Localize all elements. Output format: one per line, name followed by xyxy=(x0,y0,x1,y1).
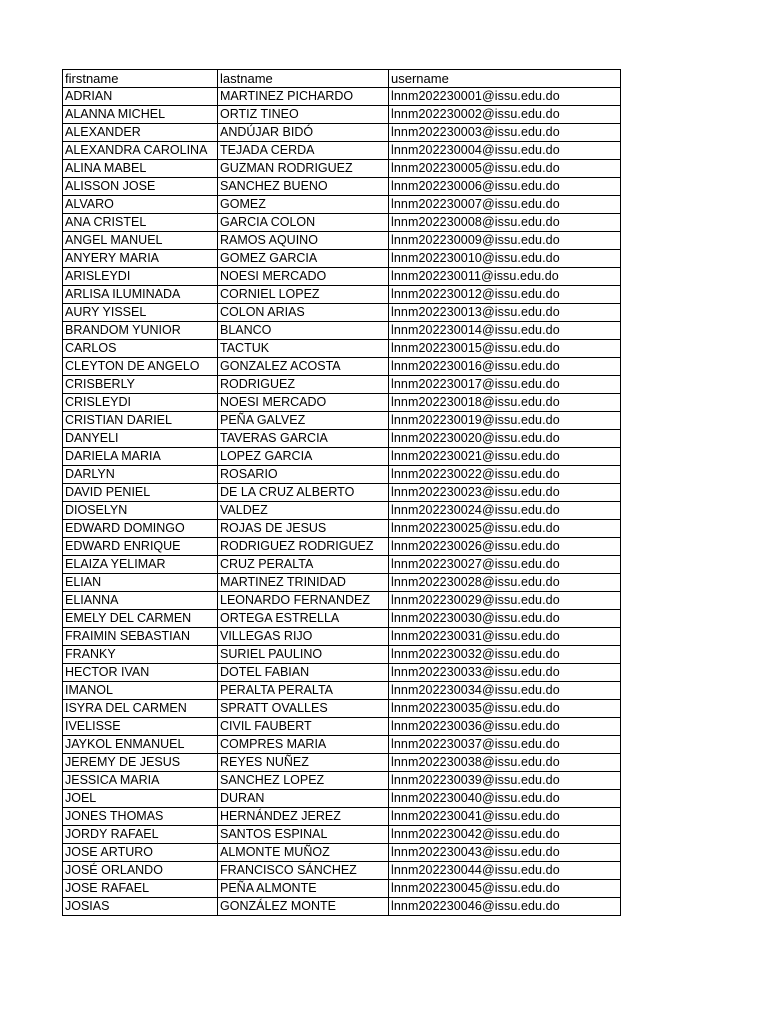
username-cell: lnnm202230002@issu.edu.do xyxy=(389,106,621,124)
table-row xyxy=(63,412,621,430)
username-cell: lnnm202230022@issu.edu.do xyxy=(389,466,621,484)
username-cell: lnnm202230043@issu.edu.do xyxy=(389,844,621,862)
lastname-cell: HERNÁNDEZ JEREZ xyxy=(218,808,389,826)
table-row xyxy=(63,358,621,376)
table-row xyxy=(63,430,621,448)
firstname-cell: ANA CRISTEL xyxy=(63,214,218,232)
lastname-cell: SANCHEZ BUENO xyxy=(218,178,389,196)
lastname-cell: LOPEZ GARCIA xyxy=(218,448,389,466)
table-row xyxy=(63,898,621,916)
firstname-cell: ALEXANDER xyxy=(63,124,218,142)
lastname-cell: COLON ARIAS xyxy=(218,304,389,322)
username-cell: lnnm202230024@issu.edu.do xyxy=(389,502,621,520)
username-cell: lnnm202230044@issu.edu.do xyxy=(389,862,621,880)
lastname-cell: GONZALEZ ACOSTA xyxy=(218,358,389,376)
username-cell: lnnm202230013@issu.edu.do xyxy=(389,304,621,322)
lastname-cell: DOTEL FABIAN xyxy=(218,664,389,682)
firstname-cell: FRAIMIN SEBASTIAN xyxy=(63,628,218,646)
firstname-cell: ALISSON JOSE xyxy=(63,178,218,196)
lastname-cell: VALDEZ xyxy=(218,502,389,520)
lastname-cell: NOESI MERCADO xyxy=(218,394,389,412)
firstname-cell: ELIANNA xyxy=(63,592,218,610)
firstname-cell: ALINA MABEL xyxy=(63,160,218,178)
firstname-cell: FRANKY xyxy=(63,646,218,664)
users-table xyxy=(62,69,621,916)
table-row xyxy=(63,340,621,358)
username-cell: lnnm202230029@issu.edu.do xyxy=(389,592,621,610)
lastname-cell: SANTOS ESPINAL xyxy=(218,826,389,844)
table-row xyxy=(63,880,621,898)
lastname-cell: ORTIZ TINEO xyxy=(218,106,389,124)
firstname-cell: JOEL xyxy=(63,790,218,808)
lastname-cell: PEÑA GALVEZ xyxy=(218,412,389,430)
table-row xyxy=(63,646,621,664)
firstname-cell: CRISTIAN DARIEL xyxy=(63,412,218,430)
table-row xyxy=(63,556,621,574)
lastname-cell: ROJAS DE JESUS xyxy=(218,520,389,538)
firstname-cell: JORDY RAFAEL xyxy=(63,826,218,844)
lastname-cell: GUZMAN RODRIGUEZ xyxy=(218,160,389,178)
table-row xyxy=(63,844,621,862)
username-cell: lnnm202230001@issu.edu.do xyxy=(389,88,621,106)
firstname-cell: CARLOS xyxy=(63,340,218,358)
username-cell: lnnm202230027@issu.edu.do xyxy=(389,556,621,574)
lastname-cell: PERALTA PERALTA xyxy=(218,682,389,700)
lastname-cell: COMPRES MARIA xyxy=(218,736,389,754)
firstname-cell: ISYRA DEL CARMEN xyxy=(63,700,218,718)
username-cell: lnnm202230011@issu.edu.do xyxy=(389,268,621,286)
table-row xyxy=(63,538,621,556)
username-cell: lnnm202230035@issu.edu.do xyxy=(389,700,621,718)
firstname-cell: JOSE RAFAEL xyxy=(63,880,218,898)
table-row xyxy=(63,790,621,808)
table-row xyxy=(63,592,621,610)
firstname-cell: IMANOL xyxy=(63,682,218,700)
username-cell: lnnm202230036@issu.edu.do xyxy=(389,718,621,736)
lastname-cell: SANCHEZ LOPEZ xyxy=(218,772,389,790)
lastname-cell: TAVERAS GARCIA xyxy=(218,430,389,448)
header-row xyxy=(63,70,621,88)
username-cell: lnnm202230045@issu.edu.do xyxy=(389,880,621,898)
username-cell: lnnm202230023@issu.edu.do xyxy=(389,484,621,502)
table-row xyxy=(63,88,621,106)
username-cell: lnnm202230028@issu.edu.do xyxy=(389,574,621,592)
firstname-cell: JOSE ARTURO xyxy=(63,844,218,862)
table-row xyxy=(63,106,621,124)
lastname-cell: NOESI MERCADO xyxy=(218,268,389,286)
firstname-cell: AURY YISSEL xyxy=(63,304,218,322)
table-row xyxy=(63,718,621,736)
lastname-cell: GOMEZ xyxy=(218,196,389,214)
table-row xyxy=(63,736,621,754)
firstname-cell: BRANDOM YUNIOR xyxy=(63,322,218,340)
lastname-cell: SURIEL PAULINO xyxy=(218,646,389,664)
lastname-cell: ALMONTE MUÑOZ xyxy=(218,844,389,862)
lastname-cell: GOMEZ GARCIA xyxy=(218,250,389,268)
firstname-cell: EDWARD ENRIQUE xyxy=(63,538,218,556)
username-cell: lnnm202230006@issu.edu.do xyxy=(389,178,621,196)
firstname-cell: CRISBERLY xyxy=(63,376,218,394)
firstname-cell: ELAIZA YELIMAR xyxy=(63,556,218,574)
username-cell: lnnm202230033@issu.edu.do xyxy=(389,664,621,682)
username-cell: lnnm202230031@issu.edu.do xyxy=(389,628,621,646)
username-cell: lnnm202230004@issu.edu.do xyxy=(389,142,621,160)
firstname-cell: IVELISSE xyxy=(63,718,218,736)
lastname-cell: GONZÁLEZ MONTE xyxy=(218,898,389,916)
table-row xyxy=(63,826,621,844)
lastname-cell: ROSARIO xyxy=(218,466,389,484)
username-cell: lnnm202230040@issu.edu.do xyxy=(389,790,621,808)
lastname-cell: DURAN xyxy=(218,790,389,808)
lastname-cell: RAMOS AQUINO xyxy=(218,232,389,250)
firstname-cell: ADRIAN xyxy=(63,88,218,106)
firstname-cell: JOSÉ ORLANDO xyxy=(63,862,218,880)
username-cell: lnnm202230012@issu.edu.do xyxy=(389,286,621,304)
username-cell: lnnm202230020@issu.edu.do xyxy=(389,430,621,448)
username-cell: lnnm202230016@issu.edu.do xyxy=(389,358,621,376)
table-row xyxy=(63,196,621,214)
header-lastname: lastname xyxy=(218,70,389,88)
username-cell: lnnm202230007@issu.edu.do xyxy=(389,196,621,214)
username-cell: lnnm202230017@issu.edu.do xyxy=(389,376,621,394)
username-cell: lnnm202230042@issu.edu.do xyxy=(389,826,621,844)
table-row xyxy=(63,322,621,340)
table-row xyxy=(63,520,621,538)
username-cell: lnnm202230021@issu.edu.do xyxy=(389,448,621,466)
lastname-cell: ANDÚJAR BIDÓ xyxy=(218,124,389,142)
table-row xyxy=(63,484,621,502)
lastname-cell: RODRIGUEZ xyxy=(218,376,389,394)
table-row xyxy=(63,232,621,250)
table-row xyxy=(63,304,621,322)
firstname-cell: HECTOR IVAN xyxy=(63,664,218,682)
table-row xyxy=(63,214,621,232)
username-cell: lnnm202230018@issu.edu.do xyxy=(389,394,621,412)
username-cell: lnnm202230019@issu.edu.do xyxy=(389,412,621,430)
firstname-cell: DIOSELYN xyxy=(63,502,218,520)
firstname-cell: ALVARO xyxy=(63,196,218,214)
header-firstname: firstname xyxy=(63,70,218,88)
firstname-cell: ANYERY MARIA xyxy=(63,250,218,268)
username-cell: lnnm202230038@issu.edu.do xyxy=(389,754,621,772)
table-body xyxy=(63,88,621,916)
firstname-cell: ALEXANDRA CAROLINA xyxy=(63,142,218,160)
lastname-cell: LEONARDO FERNANDEZ xyxy=(218,592,389,610)
username-cell: lnnm202230010@issu.edu.do xyxy=(389,250,621,268)
firstname-cell: JESSICA MARIA xyxy=(63,772,218,790)
username-cell: lnnm202230041@issu.edu.do xyxy=(389,808,621,826)
lastname-cell: ORTEGA ESTRELLA xyxy=(218,610,389,628)
table-row xyxy=(63,394,621,412)
table-row xyxy=(63,754,621,772)
username-cell: lnnm202230030@issu.edu.do xyxy=(389,610,621,628)
table-row xyxy=(63,574,621,592)
table-row xyxy=(63,664,621,682)
table-row xyxy=(63,772,621,790)
lastname-cell: REYES NUÑEZ xyxy=(218,754,389,772)
table-row xyxy=(63,142,621,160)
lastname-cell: MARTINEZ PICHARDO xyxy=(218,88,389,106)
firstname-cell: ELIAN xyxy=(63,574,218,592)
username-cell: lnnm202230037@issu.edu.do xyxy=(389,736,621,754)
lastname-cell: RODRIGUEZ RODRIGUEZ xyxy=(218,538,389,556)
username-cell: lnnm202230032@issu.edu.do xyxy=(389,646,621,664)
firstname-cell: JEREMY DE JESUS xyxy=(63,754,218,772)
username-cell: lnnm202230003@issu.edu.do xyxy=(389,124,621,142)
firstname-cell: JAYKOL ENMANUEL xyxy=(63,736,218,754)
lastname-cell: GARCIA COLON xyxy=(218,214,389,232)
lastname-cell: CRUZ PERALTA xyxy=(218,556,389,574)
firstname-cell: DAVID PENIEL xyxy=(63,484,218,502)
firstname-cell: ALANNA MICHEL xyxy=(63,106,218,124)
firstname-cell: DANYELI xyxy=(63,430,218,448)
firstname-cell: DARIELA MARIA xyxy=(63,448,218,466)
lastname-cell: TACTUK xyxy=(218,340,389,358)
username-cell: lnnm202230034@issu.edu.do xyxy=(389,682,621,700)
username-cell: lnnm202230026@issu.edu.do xyxy=(389,538,621,556)
lastname-cell: BLANCO xyxy=(218,322,389,340)
firstname-cell: ARLISA ILUMINADA xyxy=(63,286,218,304)
table-row xyxy=(63,610,621,628)
lastname-cell: TEJADA CERDA xyxy=(218,142,389,160)
username-cell: lnnm202230015@issu.edu.do xyxy=(389,340,621,358)
username-cell: lnnm202230046@issu.edu.do xyxy=(389,898,621,916)
firstname-cell: CLEYTON DE ANGELO xyxy=(63,358,218,376)
lastname-cell: DE LA CRUZ ALBERTO xyxy=(218,484,389,502)
table-row xyxy=(63,700,621,718)
table-row xyxy=(63,448,621,466)
table-row xyxy=(63,682,621,700)
lastname-cell: CIVIL FAUBERT xyxy=(218,718,389,736)
username-cell: lnnm202230008@issu.edu.do xyxy=(389,214,621,232)
firstname-cell: EMELY DEL CARMEN xyxy=(63,610,218,628)
firstname-cell: JONES THOMAS xyxy=(63,808,218,826)
header-username: username xyxy=(389,70,621,88)
table-header xyxy=(63,70,621,88)
firstname-cell: EDWARD DOMINGO xyxy=(63,520,218,538)
firstname-cell: CRISLEYDI xyxy=(63,394,218,412)
firstname-cell: JOSIAS xyxy=(63,898,218,916)
table-row xyxy=(63,286,621,304)
lastname-cell: MARTINEZ TRINIDAD xyxy=(218,574,389,592)
table-row xyxy=(63,502,621,520)
table-row xyxy=(63,376,621,394)
username-cell: lnnm202230025@issu.edu.do xyxy=(389,520,621,538)
table-row xyxy=(63,268,621,286)
table-row xyxy=(63,250,621,268)
lastname-cell: PEÑA ALMONTE xyxy=(218,880,389,898)
table-row xyxy=(63,628,621,646)
firstname-cell: ARISLEYDI xyxy=(63,268,218,286)
firstname-cell: DARLYN xyxy=(63,466,218,484)
lastname-cell: VILLEGAS RIJO xyxy=(218,628,389,646)
username-cell: lnnm202230005@issu.edu.do xyxy=(389,160,621,178)
table-row xyxy=(63,862,621,880)
firstname-cell: ANGEL MANUEL xyxy=(63,232,218,250)
table-row xyxy=(63,466,621,484)
username-cell: lnnm202230014@issu.edu.do xyxy=(389,322,621,340)
table-row xyxy=(63,160,621,178)
username-cell: lnnm202230009@issu.edu.do xyxy=(389,232,621,250)
username-cell: lnnm202230039@issu.edu.do xyxy=(389,772,621,790)
lastname-cell: SPRATT OVALLES xyxy=(218,700,389,718)
lastname-cell: CORNIEL LOPEZ xyxy=(218,286,389,304)
table-row xyxy=(63,178,621,196)
table-row xyxy=(63,808,621,826)
table-row xyxy=(63,124,621,142)
lastname-cell: FRANCISCO SÁNCHEZ xyxy=(218,862,389,880)
